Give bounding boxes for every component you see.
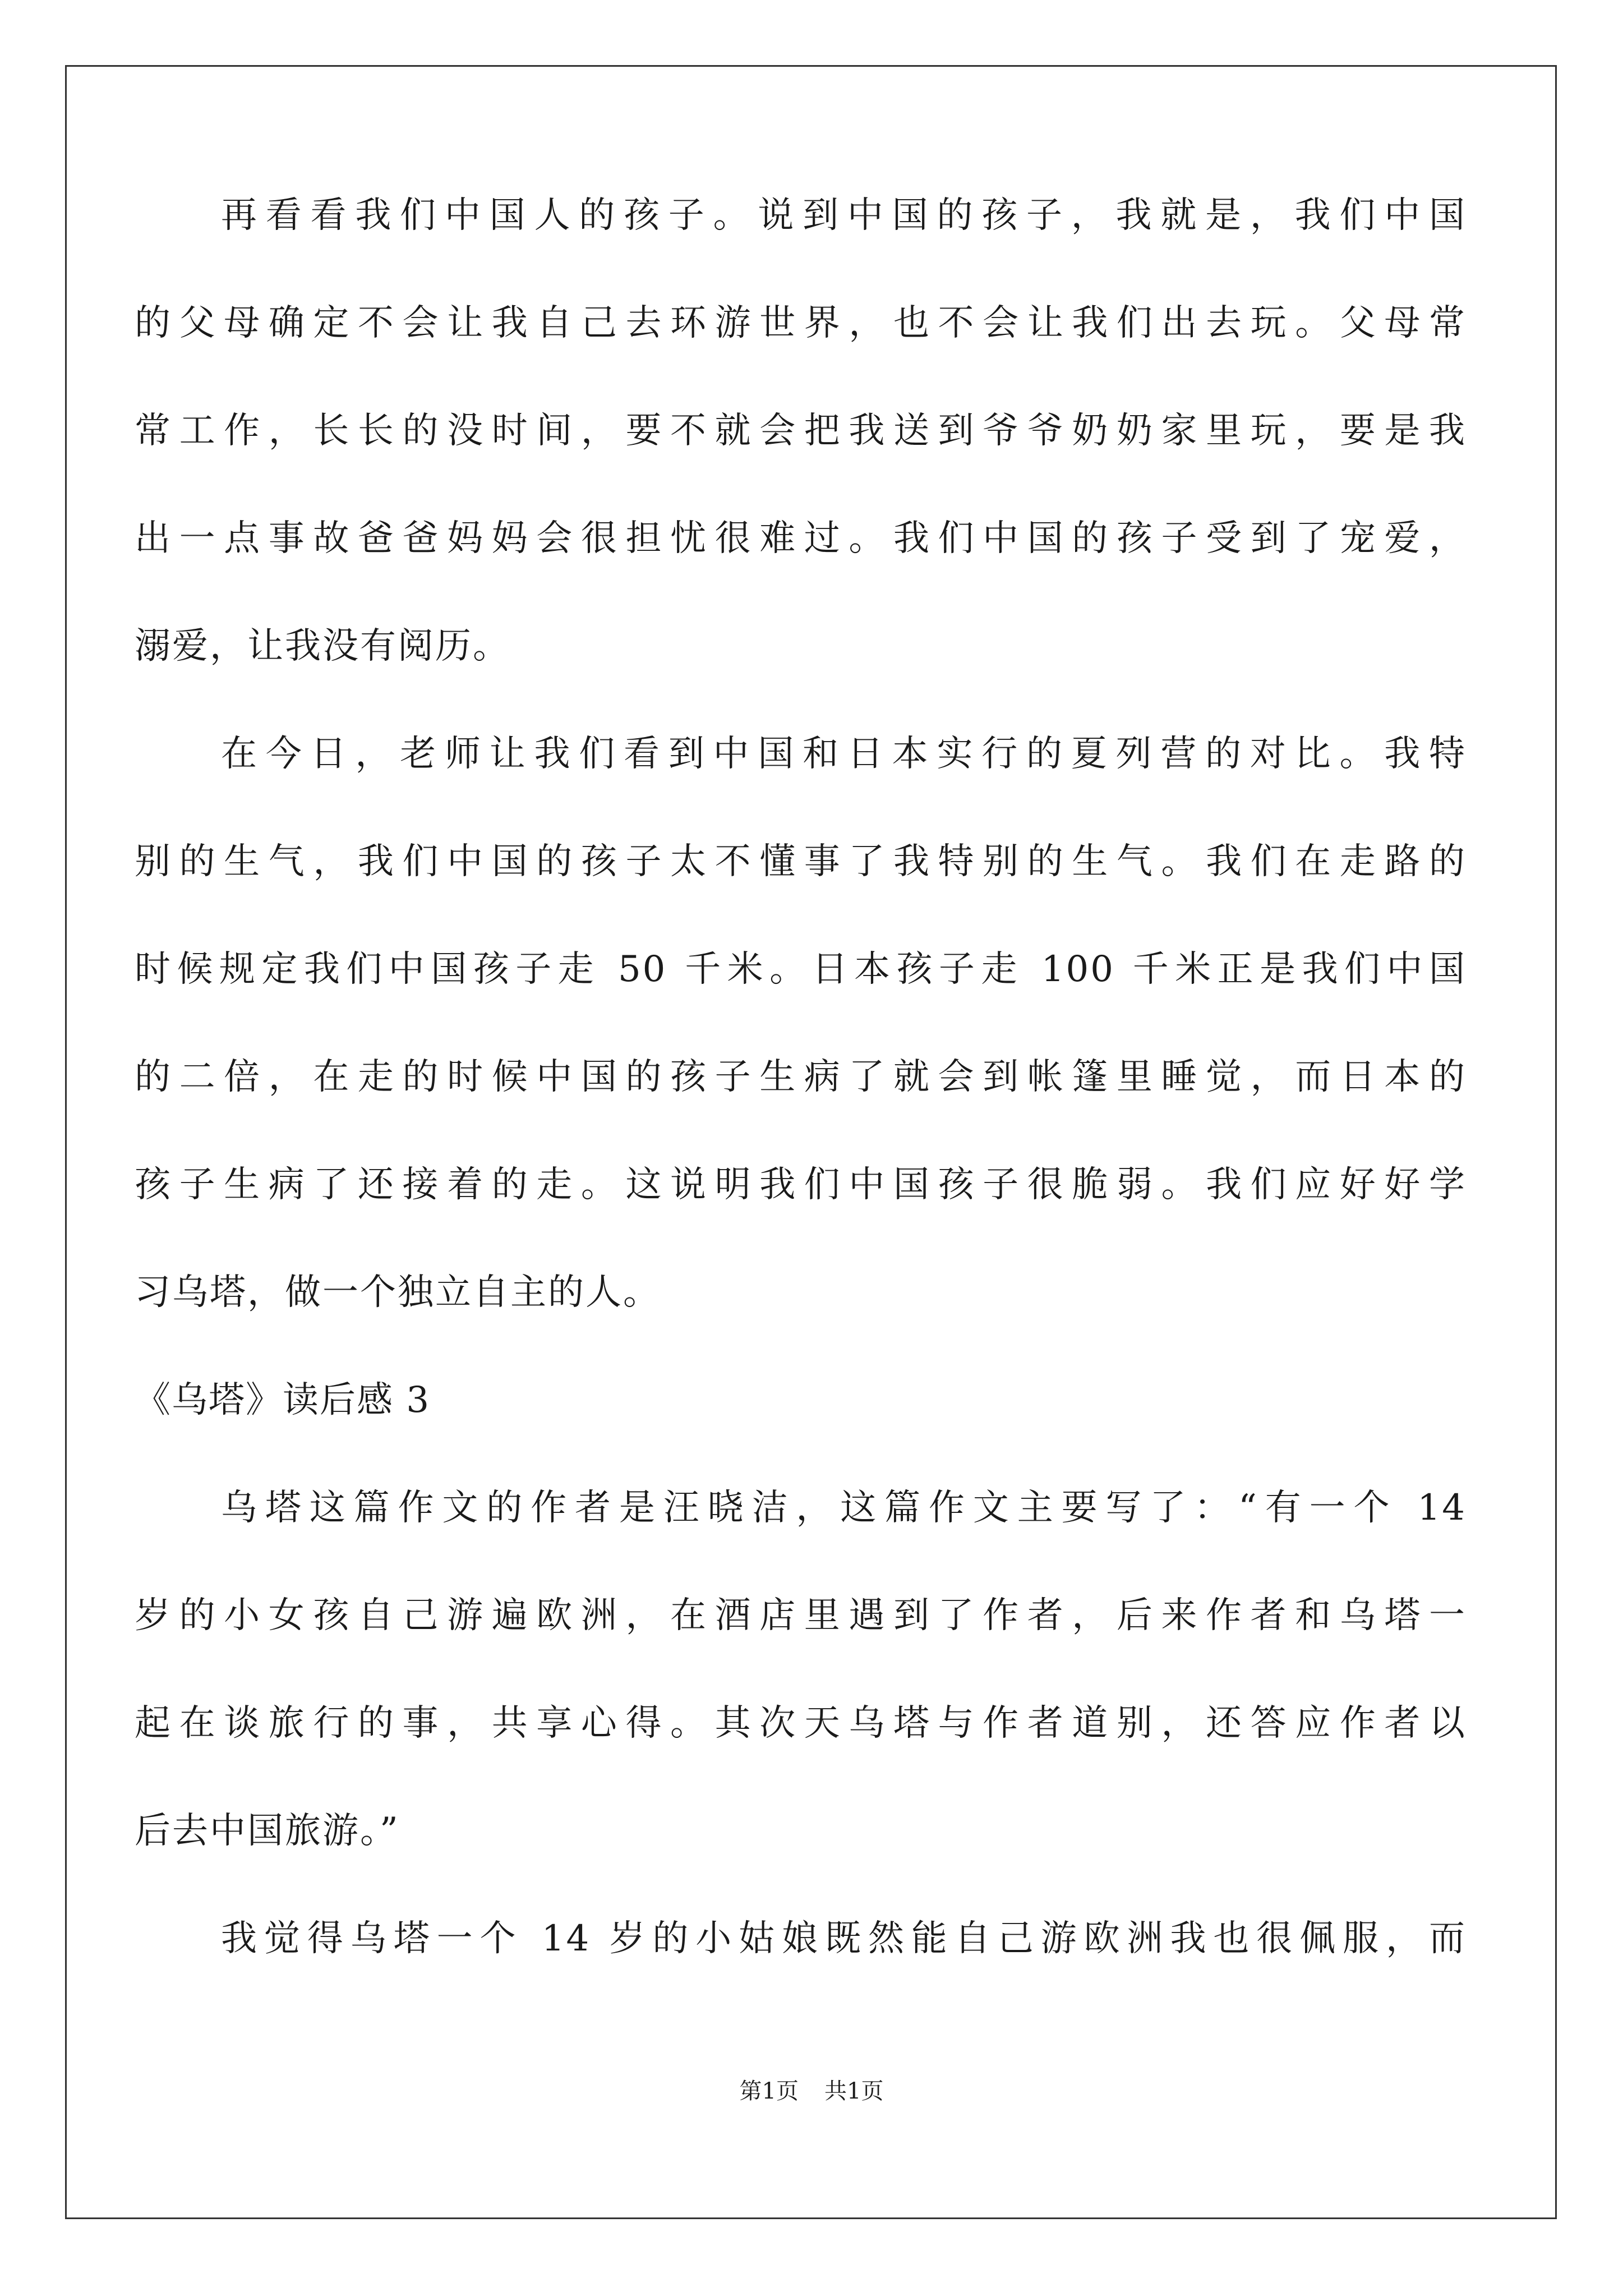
paragraph-line: 乌塔这篇作文的作者是汪晓洁，这篇作文主要写了：“有一个 14 [221, 1487, 1467, 1529]
paragraph-line: 溺爱，让我没有阅历。 [135, 625, 510, 667]
paragraph-line: 在今日，老师让我们看到中国和日本实行的夏列营的对比。我特 [221, 733, 1467, 775]
paragraph-line: 起在谈旅行的事，共享心得。其次天乌塔与作者道别，还答应作者以 [135, 1703, 1467, 1744]
page-footer [0, 2074, 1623, 2108]
page-number: 第1页 [739, 2078, 799, 2104]
paragraph-line: 的二倍，在走的时候中国的孩子生病了就会到帐篷里睡觉，而日本的 [135, 1056, 1467, 1098]
paragraph-line: 我觉得乌塔一个 14 岁的小姑娘既然能自己游欧洲我也很佩服，而 [221, 1918, 1467, 1959]
page-total: 共1页 [824, 2078, 884, 2104]
paragraph-line: 再看看我们中国人的孩子。说到中国的孩子，我就是，我们中国 [221, 195, 1467, 236]
paragraph-line: 时候规定我们中国孩子走 50 千米。日本孩子走 100 千米正是我们中国 [135, 949, 1467, 990]
paragraph-line: 岁的小女孩自己游遍欧洲，在酒店里遇到了作者，后来作者和乌塔一 [135, 1595, 1467, 1636]
paragraph-line: 后去中国旅游。” [135, 1810, 400, 1852]
paragraph-line: 孩子生病了还接着的走。这说明我们中国孩子很脆弱。我们应好好学 [135, 1164, 1467, 1205]
document-body [135, 185, 1467, 2016]
paragraph-line: 常工作，长长的没时间，要不就会把我送到爷爷奶奶家里玩，要是我 [135, 410, 1467, 452]
paragraph-line: 出一点事故爸爸妈妈会很担忧很难过。我们中国的孩子受到了宠爱， [135, 518, 1467, 559]
paragraph-line: 习乌塔，做一个独立自主的人。 [135, 1272, 661, 1313]
paragraph-line: 别的生气，我们中国的孩子太不懂事了我特别的生气。我们在走路的 [135, 841, 1467, 882]
section-heading: 《乌塔》读后感 3 [135, 1379, 431, 1421]
paragraph-line: 的父母确定不会让我自己去环游世界，也不会让我们出去玩。父母常 [135, 302, 1467, 344]
